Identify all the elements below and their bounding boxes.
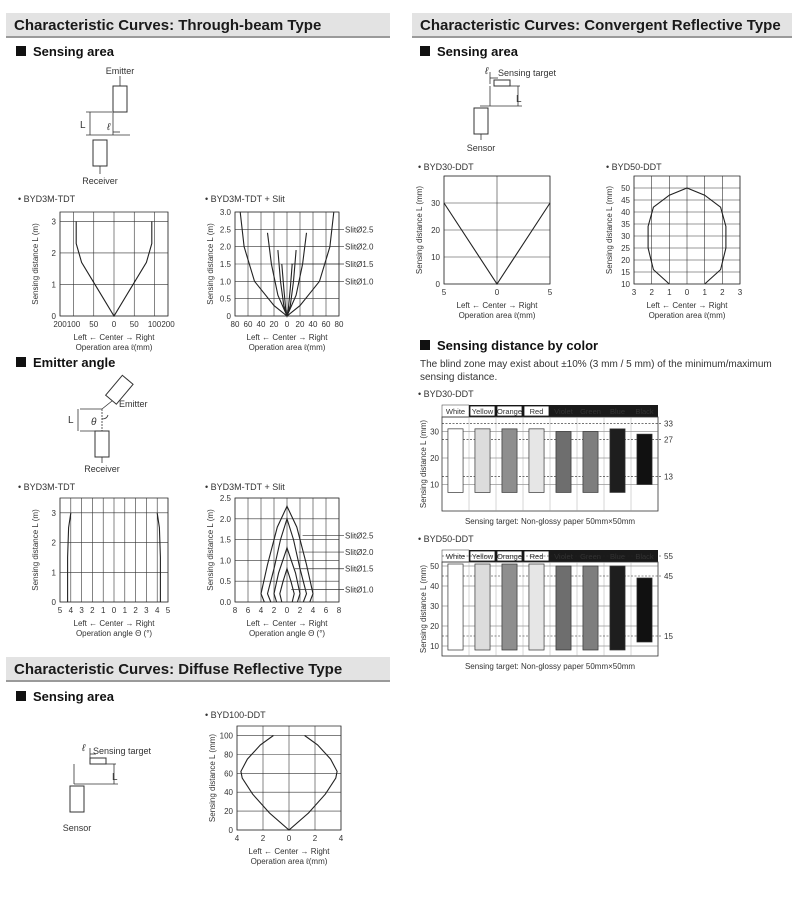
x-tick-label: 3 [144,606,149,615]
x-tick-label: 5 [57,606,63,615]
series-line [157,513,160,602]
y-tick-label: 20 [621,256,630,265]
color-bar [583,432,598,493]
color-header-label: Violet [554,407,573,416]
chart-diffuse-byd100 [205,708,365,874]
x-tick-label: 4 [234,834,240,843]
y-tick-label: 10 [621,280,630,289]
x-tick-label: 2 [260,834,266,843]
x-tick-label: 0 [684,288,690,297]
chart-title: • BYD3M-TDT + Slit [205,194,285,204]
x-axis-label: Operation area ℓ(mm) [248,343,326,352]
chart-through-beam-area-slit [205,192,385,352]
l-label: ℓ [107,122,111,133]
through-beam-title: Characteristic Curves: Through-beam Type [6,13,390,38]
x-tick-label: 40 [308,320,318,329]
x-tick-label: 4 [154,606,160,615]
x-tick-label: 4 [258,606,264,615]
y-axis-label: Sensing distance L (mm) [208,733,217,823]
series-label: SlitØ1.0 [345,277,374,287]
y-tick-label: 3 [51,217,56,227]
heading-label: Emitter angle [33,355,116,370]
reference-label: 55 [664,552,673,561]
x-axis-label: Operation area ℓ(mm) [458,311,536,320]
y-tick-label: 20 [224,807,233,817]
y-tick-label: 20 [431,226,440,235]
series-label: SlitØ1.0 [345,585,374,595]
color-header-label: Orange [496,407,523,416]
convergent-area-diagram [460,62,580,158]
x-tick-label: 0 [111,320,117,329]
x-axis-label: Left ← Center → Right [246,619,328,628]
square-bullet-icon [420,340,430,350]
diff-sensing-area-heading [16,689,114,704]
receiver-label: Receiver [84,464,120,474]
x-axis-label: Left ← Center → Right [456,301,538,310]
emitter-label: Emitter [119,399,148,409]
color-bar [556,566,571,650]
series-label: SlitØ1.5 [345,564,374,574]
color-header-label: Black [635,407,654,416]
x-tick-label: 8 [232,606,238,615]
x-tick-label: 3 [737,288,743,297]
y-tick-label: 2.0 [219,242,231,252]
color-bar [502,564,517,650]
series-label: SlitØ2.5 [345,531,374,541]
y-tick-label: 3 [51,508,56,518]
x-tick-label: 4 [338,834,344,843]
y-axis-label: Sensing distance L (mm) [415,185,424,275]
color-bar [556,432,571,493]
x-tick-label: 20 [295,320,305,329]
x-tick-label: 60 [243,320,253,329]
color-bar [610,566,625,650]
x-tick-label: 2 [649,288,654,297]
y-tick-label: 35 [621,220,630,229]
series-line [68,513,71,602]
conv-sensing-area-heading [420,44,518,59]
y-tick-label: 20 [430,622,439,631]
x-tick-label: 200 [53,320,67,329]
series-label: SlitØ2.0 [345,242,374,252]
chart-title: • BYD30-DDT [418,162,474,172]
y-tick-label: 1 [51,568,56,578]
color-header-label: Black [635,552,654,561]
conv-by-color-heading [420,338,598,353]
diffuse-title: Characteristic Curves: Diffuse Reflective Type [6,657,390,682]
color-bar [610,429,625,493]
square-bullet-icon [16,357,26,367]
y-tick-label: 20 [430,454,439,463]
color-header-label: Red [529,407,544,416]
sensor-body [474,108,488,134]
l-label: ℓ [485,66,489,77]
y-tick-label: 10 [430,480,439,490]
x-tick-label: 0 [111,606,117,615]
emitter-angle-diagram [60,373,180,475]
y-tick-label: 2.5 [219,225,231,235]
reference-label: 45 [664,572,673,581]
diffuse-area-diagram [60,740,180,836]
color-bar [637,578,652,642]
chart-through-beam-angle-slit [205,480,385,640]
target-label: Sensing target [498,68,557,78]
x-tick-label: 5 [441,288,447,297]
x-tick-label: 80 [334,320,344,329]
x-tick-label: 8 [336,606,342,615]
y-tick-label: 10 [430,642,439,651]
x-tick-label: 2 [90,606,95,615]
y-tick-label: 1.0 [219,556,231,566]
x-tick-label: 0 [286,834,292,843]
chart-convergent-byd50 [606,160,756,320]
x-axis-label: Left ← Center → Right [246,333,328,342]
y-tick-label: 30 [430,602,439,611]
y-tick-label: 50 [621,184,630,193]
y-axis-label: Sensing distance L (mm) [419,419,428,509]
x-axis-label: Operation area ℓ(mm) [648,311,726,320]
square-bullet-icon [16,691,26,701]
reference-label: 33 [664,419,673,429]
x-tick-label: 1 [100,606,106,615]
sensor-label: Sensor [466,143,496,153]
x-tick-label: 5 [165,606,171,615]
L-label: L [68,415,74,426]
color-header-label: Yellow [471,552,494,561]
x-axis-label: Operation angle Θ (°) [75,629,153,638]
chart-color-byd50 [418,532,688,674]
heading-label: Sensing area [33,44,114,59]
sensing-target [90,758,106,764]
x-tick-label: 4 [310,606,316,615]
x-tick-label: 0 [284,320,290,329]
color-header-label: Orange [496,552,523,561]
tb-emitter-angle-heading [16,355,115,370]
tb-sensing-area-heading [16,44,114,59]
y-tick-label: 0 [51,312,56,321]
y-tick-label: 80 [224,750,233,760]
L-label: L [112,772,118,783]
color-header-label: White [445,552,466,561]
x-axis-label: Operation area ℓ(mm) [250,857,328,866]
y-tick-label: 2 [51,538,56,548]
convergent-title: Characteristic Curves: Convergent Reflective Type [412,13,792,38]
color-header-label: Blue [609,552,626,561]
x-tick-label: 5 [547,288,553,297]
x-tick-label: 50 [129,320,139,329]
x-tick-label: 200 [161,320,175,329]
chart-title: • BYD50-DDT [418,534,474,544]
chart-title: • BYD100-DDT [205,710,266,720]
x-axis-label: Left ← Center → Right [73,333,155,342]
square-bullet-icon [420,46,430,56]
square-bullet-icon [16,46,26,56]
target-label: Sensing target [93,746,152,756]
receiver-body [95,431,109,457]
x-tick-label: 50 [89,320,99,329]
l-label: ℓ [82,743,86,754]
y-tick-label: 0 [51,598,56,607]
x-tick-label: 20 [269,320,279,329]
chart-title: • BYD3M-TDT [18,194,76,204]
heading-label: Sensing area [33,689,114,704]
y-tick-label: 3.0 [219,208,231,217]
color-header-label: Green [580,552,601,561]
chart-color-byd30 [418,387,688,529]
L-label: L [516,94,522,105]
through-beam-area-diagram [60,62,180,190]
y-tick-label: 0.5 [219,577,231,587]
y-tick-label: 0 [228,826,233,835]
y-tick-label: 2.0 [219,514,231,524]
y-tick-label: 1.5 [219,260,231,269]
color-bar [475,564,490,650]
emitter-body [113,86,127,112]
y-tick-label: 2.5 [219,494,231,503]
chart-title: • BYD30-DDT [418,389,474,399]
color-bar [502,429,517,493]
y-tick-label: 30 [431,199,440,208]
y-tick-label: 40 [430,582,439,591]
y-tick-label: 40 [224,788,233,798]
chart-through-beam-angle [18,480,178,640]
x-axis-label: Operation angle Θ (°) [248,629,326,638]
reference-label: 13 [664,472,673,482]
x-tick-label: 2 [312,834,318,843]
color-bar [529,564,544,650]
x-tick-label: 40 [256,320,266,329]
x-tick-label: 1 [702,288,707,297]
color-header-label: Yellow [471,407,494,416]
x-tick-label: 3 [79,606,84,615]
color-bar [448,429,463,493]
y-tick-label: 1.5 [219,535,231,545]
y-axis-label: Sensing distance L (m) [206,509,215,591]
emitter-label: Emitter [105,66,135,76]
y-axis-label: Sensing distance L (mm) [605,185,614,275]
x-tick-label: 1 [122,606,128,615]
y-axis-label: Sensing distance L (m) [31,223,40,305]
x-tick-label: 0 [284,606,290,615]
y-tick-label: 0.0 [219,598,231,607]
color-header-label: White [445,407,466,416]
sensor-body [70,786,84,812]
x-tick-label: 100 [66,320,81,329]
y-tick-label: 60 [224,769,233,779]
y-tick-label: 1.0 [219,277,231,287]
y-tick-label: 100 [219,731,233,741]
color-bar [529,429,544,493]
x-tick-label: 0 [494,288,500,297]
x-tick-label: 2 [271,606,277,615]
y-tick-label: 2 [51,248,56,258]
x-tick-label: 60 [321,320,331,329]
heading-label: Sensing distance by color [437,338,599,353]
x-tick-label: 2 [133,606,138,615]
chart-title: • BYD3M-TDT [18,482,76,492]
chart-note: Sensing target: Non-glossy paper 50mm×50mm [464,517,636,526]
reference-label: 27 [664,435,673,445]
y-tick-label: 0 [226,312,231,321]
y-axis-label: Sensing distance L (mm) [419,564,428,654]
chart-title: • BYD50-DDT [606,162,662,172]
x-tick-label: 1 [667,288,672,297]
heading-label: Sensing area [437,44,518,59]
series-label: SlitØ2.5 [345,225,374,235]
blind-zone-note: The blind zone may exist about ±10% (3 mm / 5 mm) of the minimum/maximum sensing distance. [420,359,772,383]
color-header-label: Blue [609,407,626,416]
y-tick-label: 0 [435,280,440,289]
y-axis-label: Sensing distance L (m) [31,509,40,591]
x-tick-label: 2 [297,606,303,615]
color-bar [583,566,598,650]
color-bar [637,434,652,484]
x-tick-label: 100 [147,320,162,329]
color-header-label: Violet [554,552,573,561]
sensor-label: Sensor [62,823,92,833]
x-tick-label: 4 [68,606,74,615]
y-tick-label: 25 [621,244,630,253]
receiver-label: Receiver [82,176,118,186]
x-tick-label: 3 [631,288,637,297]
x-axis-label: Left ← Center → Right [248,847,330,856]
y-tick-label: 10 [431,253,440,262]
color-header-label: Red [529,552,544,561]
x-axis-label: Left ← Center → Right [73,619,155,628]
y-tick-label: 45 [621,196,630,205]
y-tick-label: 30 [430,427,439,437]
x-tick-label: 80 [230,320,240,329]
chart-through-beam-area [18,192,178,352]
L-label: L [80,120,86,131]
y-tick-label: 50 [430,562,439,571]
x-tick-label: 2 [720,288,725,297]
sensing-target [494,80,510,86]
color-header-label: Green [580,407,601,416]
y-tick-label: 1 [51,280,56,290]
y-tick-label: 15 [621,268,630,277]
chart-note: Sensing target: Non-glossy paper 50mm×50mm [464,662,636,671]
x-axis-label: Operation area ℓ(mm) [75,343,153,352]
chart-title: • BYD3M-TDT + Slit [205,482,285,492]
y-axis-label: Sensing distance L (m) [206,223,215,305]
series-label: SlitØ1.5 [345,260,374,269]
x-tick-label: 6 [323,606,329,615]
y-tick-label: 0.5 [219,294,231,304]
y-tick-label: 40 [621,208,630,217]
color-bar [448,564,463,650]
receiver-body [93,140,107,166]
x-tick-label: 6 [245,606,251,615]
series-label: SlitØ2.0 [345,548,374,558]
color-bar [475,429,490,493]
theta-label: θ [91,417,97,428]
x-axis-label: Left ← Center → Right [646,301,728,310]
reference-label: 15 [664,632,673,641]
chart-convergent-byd30 [415,160,568,320]
y-tick-label: 30 [621,232,630,241]
